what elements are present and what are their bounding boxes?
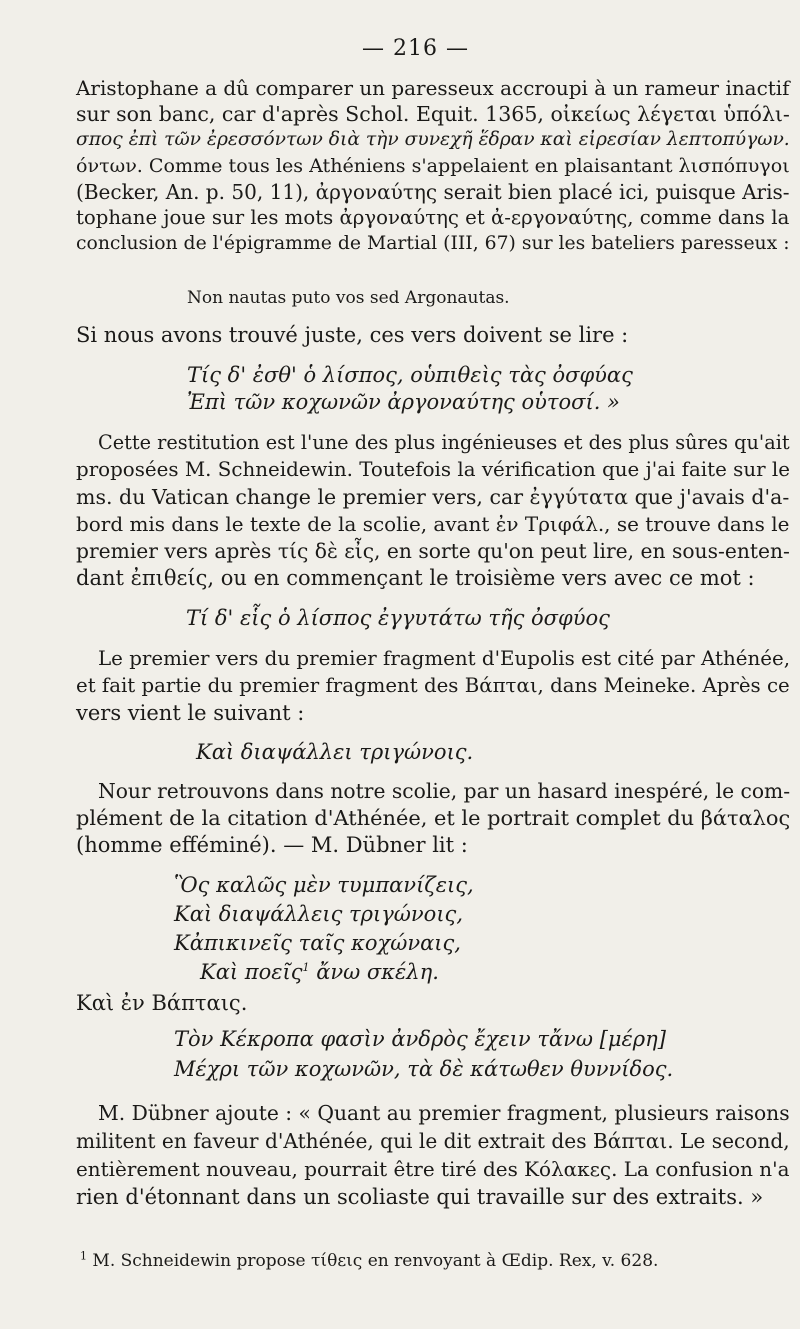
verse5-line-2: Μέχρι τῶν κοχωνῶν, τὰ δὲ κάτωθεν θυννίδος. (174, 1057, 674, 1081)
para4-line-2: et fait partie du premier fragment des Βάπται, dans Meineke. Après ce (76, 674, 790, 697)
verse1-line-2: Ἐπὶ τῶν κοχωνῶν ἀργοναύτης οὑτοσί. » (187, 390, 620, 414)
footnote-text: M. Schneidewin propose τίθεις en renvoyant à Œdip. Rex, v. 628. (92, 1251, 659, 1271)
verse1-line-1: Τίς δ' ἐσθ' ὁ λίσπος, οὑπιθεὶς τὰς ὀσφύας (187, 363, 633, 387)
para5-line-2: plément de la citation d'Athénée, et le portrait complet du βάταλος (76, 806, 791, 830)
verse4-line-1: Ὃς καλῶς μὲν τυμπανίζεις, (174, 873, 474, 897)
para3-line-1: Cette restitution est l'une des plus ingénieuses et des plus sûres qu'ait (98, 431, 790, 454)
para3-line-3: ms. du Vatican change le premier vers, car ἐγγύτατα que j'avais d'a- (76, 485, 790, 509)
verse3-line: Καὶ διαψάλλει τριγώνοις. (196, 740, 474, 764)
verse4-line-4-a: Καὶ ποεῖς (200, 960, 303, 984)
verse5-line-1: Τὸν Κέκροπα φασὶν ἀνδρὸς ἔχειν τἄνω [μέρη] (174, 1027, 666, 1051)
verse4-line-4-b: ἄνω σκέλη. (316, 960, 439, 984)
verse4-line-4 (200, 959, 439, 985)
para1-line-6: tophane joue sur les mots ἀργοναύτης et ἀ-εργοναύτης, comme dans la (76, 206, 790, 229)
para2-line: Si nous avons trouvé juste, ces vers doivent se lire : (76, 323, 629, 347)
para3-line-5: premier vers après τίς δὲ εἶς, en sorte qu'on peut lire, en sous-enten- (76, 539, 790, 563)
para1-line-7: conclusion de l'épigramme de Martial (III, 67) sur les bateliers paresseux : (76, 233, 790, 254)
para4-line-3: vers vient le suivant : (76, 701, 305, 725)
footnote-marker: 1 (302, 961, 310, 974)
footnote (80, 1248, 658, 1274)
para6-line-2: militent en faveur d'Athénée, qui le dit extrait des Βάπται. Le second, (76, 1129, 790, 1153)
verse4-line-3: Κἀπικινεῖς ταῖς κοχώναις, (174, 931, 461, 955)
para5-line-1: Nour retrouvons dans notre scolie, par un hasard inespéré, le com- (98, 779, 791, 803)
para3-line-6: dant ἐπιθείς, ou en commençant le troisième vers avec ce mot : (76, 566, 755, 590)
para1-line-2: sur son banc, car d'après Schol. Equit. 1365, οἰκείως λέγεται ὑπόλι- (76, 102, 790, 126)
footnote-number: 1 (80, 1249, 87, 1263)
para6-line-3: entièrement nouveau, pourrait être tiré des Κόλακες. La confusion n'a (76, 1157, 790, 1181)
para5-line-3: (homme efféminé). — M. Dübner lit : (76, 833, 468, 857)
para1-line-3: σπος ἐπὶ τῶν ἐρεσσόντων διὰ τὴν συνεχῆ ἕδραν καὶ εἰρεσίαν λεπτοπύγων. (76, 129, 790, 150)
para1-line-5: (Becker, An. p. 50, 11), ἀργοναύτης serait bien placé ici, puisque Aris- (76, 180, 790, 204)
verse4-line-2: Καὶ διαψάλλεις τριγώνοις, (174, 902, 463, 926)
verse2-line: Τί δ' εἷς ὁ λίσπος ἐγγυτάτω τῆς ὀσφύος (186, 606, 610, 630)
para1-line-1: Aristophane a dû comparer un paresseux accroupi à un rameur inactif (76, 76, 790, 100)
para6-line-4: rien d'étonnant dans un scoliaste qui travaille sur des extraits. » (76, 1185, 764, 1209)
para3-line-2: proposées M. Schneidewin. Toutefois la vérification que j'ai faite sur le (76, 458, 790, 481)
verse4-label: Καὶ ἐν Βάπταις. (76, 991, 248, 1015)
para3-line-4: bord mis dans le texte de la scolie, avant ἐν Τριφάλ., se trouve dans le (76, 512, 790, 536)
para6-line-1: M. Dübner ajoute : « Quant au premier fragment, plusieurs raisons (98, 1101, 790, 1125)
martial-quote: Non nautas puto vos sed Argonautas. (187, 288, 510, 308)
para4-line-1: Le premier vers du premier fragment d'Eupolis est cité par Athénée, (98, 647, 790, 670)
para1-line-4: όντων. Comme tous les Athéniens s'appelaient en plaisantant λισπόπυγοι (76, 155, 790, 177)
page-number: — 216 — (362, 36, 469, 61)
